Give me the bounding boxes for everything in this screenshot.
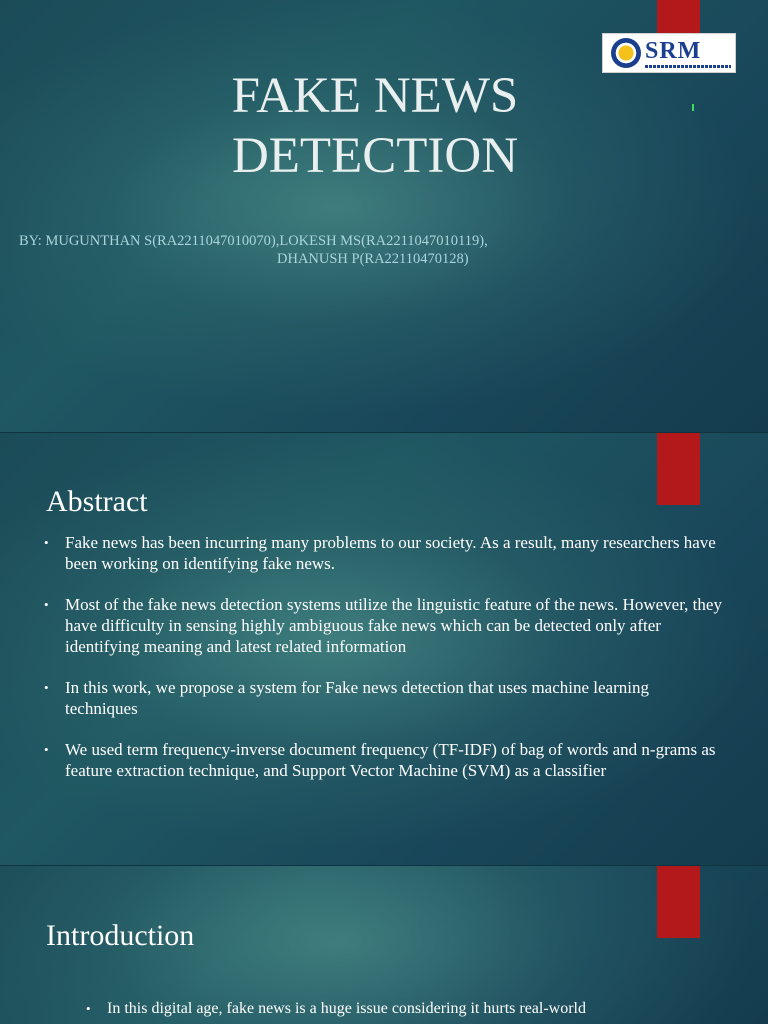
list-item: [44, 677, 724, 719]
red-accent-bar: [657, 866, 700, 938]
title-line-1: FAKE NEWS: [231, 68, 519, 124]
red-accent-bar: [657, 0, 700, 33]
bullet-dot-icon: •: [44, 597, 49, 612]
list-item: [44, 739, 724, 781]
list-item: [44, 594, 724, 657]
list-item: [44, 532, 724, 574]
introduction-heading: Introduction: [46, 919, 195, 952]
srm-logo-icon: [602, 33, 736, 73]
bullet-dot-icon: •: [86, 1001, 91, 1016]
logo-subtitle-lines: [645, 65, 731, 68]
green-tick-mark: [692, 104, 694, 111]
title-slide: [0, 0, 768, 432]
abstract-slide: [0, 433, 768, 865]
abstract-bullet-list: [44, 532, 724, 801]
authors-line-1: BY: MUGUNTHAN S(RA2211047010070),LOKESH MS(RA2211047010119),: [19, 233, 488, 249]
bullet-dot-icon: •: [44, 680, 49, 695]
logo-wordmark: SRM: [645, 37, 702, 64]
title-line-2: DETECTION: [231, 128, 519, 184]
srm-seal-icon: [611, 38, 641, 68]
page-title: [140, 66, 610, 186]
introduction-slide: [0, 866, 768, 1024]
authors-line-2: DHANUSH P(RA22110470128): [277, 251, 469, 267]
bullet-text: Fake news has been incurring many problems to our society. As a result, many researchers have been working on identifying fake news.: [65, 533, 716, 573]
bullet-text: Most of the fake news detection systems utilize the linguistic feature of the news. However, they have difficulty in sensing highly ambiguous fake news which can be detected only after identifying meaning and latest related information: [65, 595, 722, 656]
list-item: [86, 998, 746, 1019]
red-accent-bar: [657, 433, 700, 505]
bullet-dot-icon: •: [44, 742, 49, 757]
bullet-text: We used term frequency-inverse document frequency (TF-IDF) of bag of words and n-grams as feature extraction technique, and Support Vector Machine (SVM) as a classifier: [65, 740, 716, 780]
introduction-bullet-list: [86, 998, 746, 1024]
bullet-dot-icon: •: [44, 535, 49, 550]
bullet-text: In this work, we propose a system for Fake news detection that uses machine learning techniques: [65, 678, 649, 718]
bullet-text: In this digital age, fake news is a huge issue considering it hurts real-world: [107, 1000, 586, 1017]
abstract-heading: Abstract: [46, 485, 148, 518]
